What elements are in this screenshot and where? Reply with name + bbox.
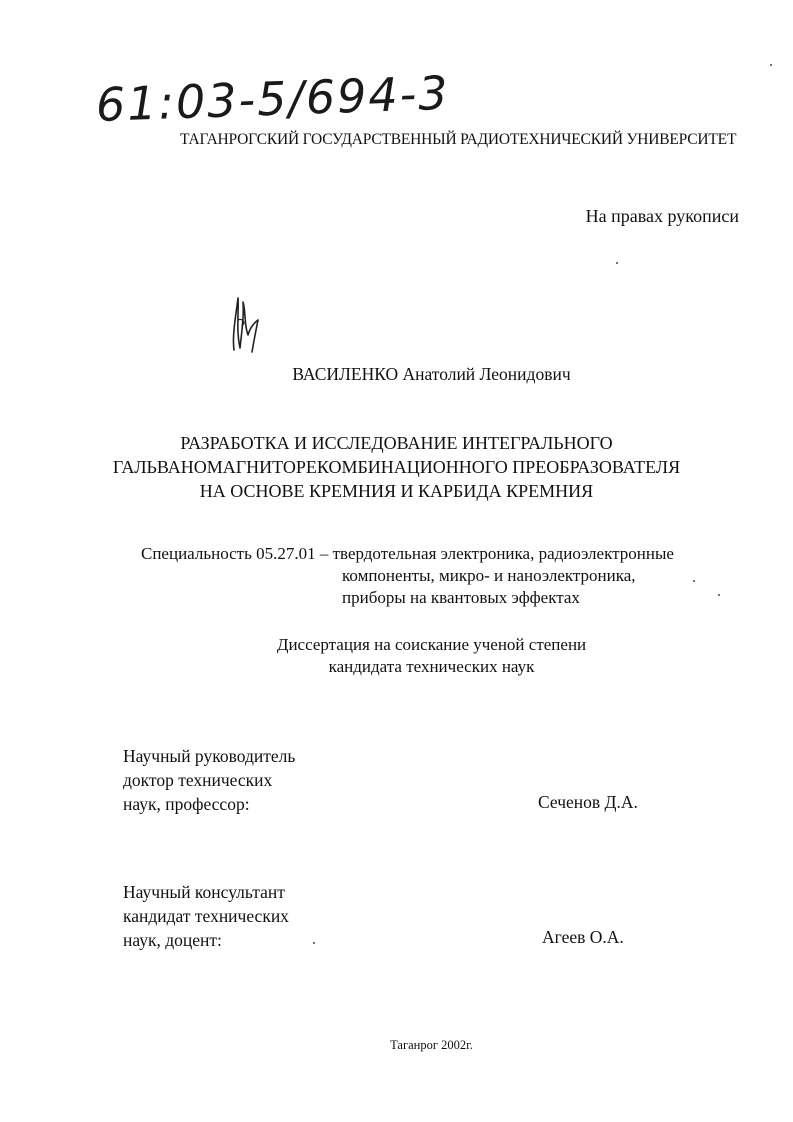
- specialty-line: приборы на квантовых эффектах: [342, 588, 580, 607]
- scan-speck: [770, 64, 772, 66]
- university-name: ТАГАНРОГСКИЙ ГОСУДАРСТВЕННЫЙ РАДИОТЕХНИЧЕСКИЙ УНИВЕРСИТЕТ: [180, 131, 737, 148]
- degree-line: Диссертация на соискание ученой степени: [276, 635, 587, 654]
- title-line: НА ОСНОВЕ КРЕМНИЯ И КАРБИДА КРЕМНИЯ: [199, 481, 594, 501]
- specialty-block: [141, 543, 674, 609]
- archive-number: 61:03-5/694-3: [95, 65, 451, 132]
- scan-speck: [616, 262, 618, 264]
- supervisor-name: Сеченов Д.А.: [538, 792, 638, 812]
- scan-speck: [313, 942, 315, 944]
- scan-speck: [693, 580, 695, 582]
- supervisor-degree: доктор технических: [123, 770, 273, 790]
- consultant-block: [123, 880, 289, 952]
- author-name: [0, 364, 793, 385]
- specialty-line: Специальность 05.27.01 – твердотельная электроника, радиоэлектронные: [141, 544, 674, 563]
- consultant-role: Научный консультант: [123, 882, 285, 902]
- supervisor-title: наук, профессор:: [123, 794, 250, 814]
- author-surname: ВАСИЛЕНКО: [292, 364, 399, 384]
- consultant-name: Агеев О.А.: [542, 927, 624, 947]
- specialty-line: компоненты, микро- и наноэлектроника,: [342, 566, 636, 585]
- place-and-year: Таганрог 2002г.: [390, 1038, 473, 1052]
- degree-line: кандидата технических наук: [328, 657, 535, 676]
- author-given-names: Анатолий Леонидович: [402, 364, 571, 384]
- consultant-degree: кандидат технических: [123, 906, 289, 926]
- degree-statement: [0, 634, 793, 678]
- title-line: РАЗРАБОТКА И ИССЛЕДОВАНИЕ ИНТЕГРАЛЬНОГО: [180, 433, 613, 453]
- supervisor-role: Научный руководитель: [123, 746, 296, 766]
- dissertation-title: [0, 431, 793, 503]
- signature-image: [224, 290, 274, 360]
- title-line: ГАЛЬВАНОМАГНИТОРЕКОМБИНАЦИОННОГО ПРЕОБРАЗОВАТЕЛЯ: [112, 457, 681, 477]
- consultant-title: наук, доцент:: [123, 930, 222, 950]
- supervisor-block: [123, 744, 295, 816]
- manuscript-note: На правах рукописи: [585, 206, 739, 226]
- scan-speck: [718, 594, 720, 596]
